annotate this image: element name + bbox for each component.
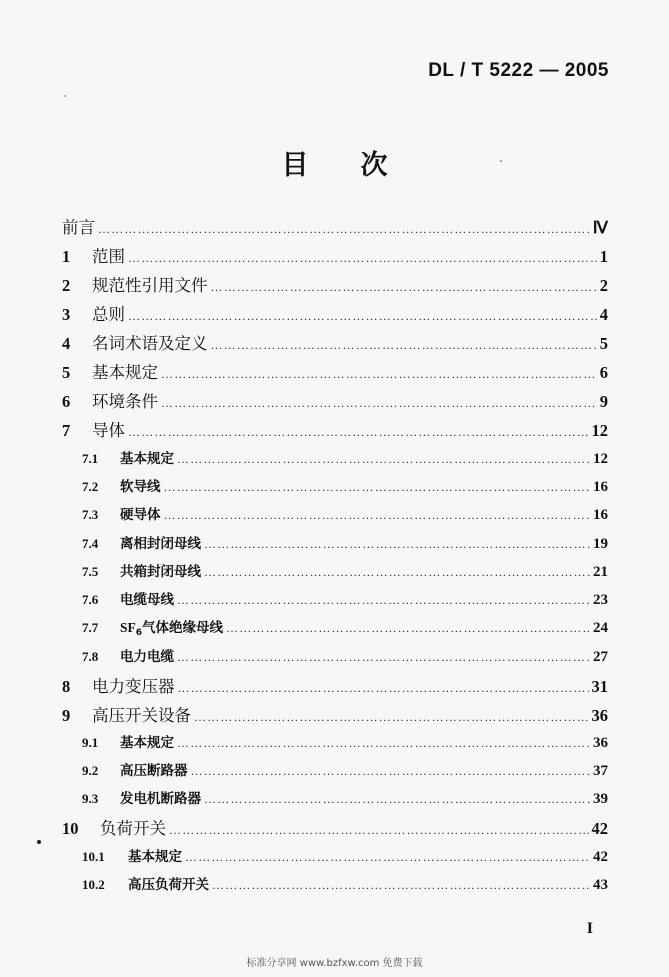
dot-leader <box>185 850 590 865</box>
page-folio: I <box>586 920 593 937</box>
toc-entry-7-2[interactable] <box>62 475 608 497</box>
toc-entry-page: 24 <box>593 620 608 636</box>
toc-entry-label: 离相封闭母线 <box>120 536 201 552</box>
toc-entry-page: 12 <box>593 451 608 467</box>
toc-entry-number: 1 <box>62 247 71 266</box>
sf-formula: SF <box>120 620 136 635</box>
toc-entry-page: 16 <box>593 479 608 495</box>
toc-entry-7-6[interactable] <box>62 588 608 610</box>
toc-entry-preface[interactable] <box>62 214 608 236</box>
toc-entry-number: 9.1 <box>82 735 99 750</box>
toc-entry-label: 规范性引用文件 <box>92 276 208 295</box>
toc-entry-page: 1 <box>599 247 608 266</box>
toc-entry-label: 电力电缆 <box>120 649 174 665</box>
toc-entry-8[interactable] <box>62 673 608 695</box>
toc-entry-10-1[interactable] <box>62 845 608 867</box>
toc-entry-number: 9.2 <box>82 763 99 778</box>
toc-entry-label: 高压负荷开关 <box>128 877 209 893</box>
toc-entry-number: 7.4 <box>82 536 99 551</box>
toc-entry-number: 9 <box>62 706 71 725</box>
toc-entry-label: 电缆母线 <box>120 592 174 608</box>
toc-entry-number: 5 <box>62 363 71 382</box>
toc-entry-number: 7.7 <box>82 620 99 635</box>
toc-entry-page: 21 <box>593 564 608 580</box>
toc-entry-label: 前言 <box>62 218 95 237</box>
dot-leader <box>128 251 597 266</box>
toc-entry-label-group <box>120 616 223 638</box>
toc-entry-page: Ⅳ <box>592 218 608 237</box>
dot-leader <box>226 621 590 636</box>
toc-entry-page: 5 <box>599 334 608 353</box>
toc-entry-2[interactable] <box>62 272 608 294</box>
dot-leader <box>211 338 597 353</box>
toc-entry-label: 环境条件 <box>92 392 158 411</box>
dot-leader <box>161 367 597 382</box>
toc-entry-number: 9.3 <box>82 791 99 806</box>
toc-entry-page: 4 <box>599 305 608 324</box>
dot-leader <box>211 280 597 295</box>
toc-entry-page: 6 <box>599 363 608 382</box>
toc-entry-page: 37 <box>593 763 608 779</box>
toc-entry-page: 31 <box>591 677 608 696</box>
toc-heading-char-2: 次 <box>360 150 388 181</box>
dot-leader <box>194 710 589 725</box>
dot-leader <box>164 480 591 495</box>
toc-entry-page: 42 <box>591 819 608 838</box>
dot-leader <box>204 792 590 807</box>
toc-entry-label: 高压断路器 <box>120 763 188 779</box>
toc-entry-label: 范围 <box>92 247 125 266</box>
toc-entry-number: 8 <box>62 677 71 696</box>
toc-entry-number: 10 <box>62 819 79 838</box>
dot-leader <box>178 681 589 696</box>
toc-entry-label: 电力变压器 <box>92 677 175 696</box>
toc-entry-number: 7.6 <box>82 592 99 607</box>
toc-entry-7-7[interactable] <box>62 616 608 638</box>
toc-entry-number: 10.1 <box>82 849 105 864</box>
toc-entry-number: 6 <box>62 392 71 411</box>
toc-entry-number: 7.5 <box>82 564 99 579</box>
toc-entry-5[interactable] <box>62 359 608 381</box>
toc-entry-page: 19 <box>593 536 608 552</box>
toc-entry-6[interactable] <box>62 388 608 410</box>
toc-entry-number: 7.3 <box>82 507 99 522</box>
toc-entry-page: 42 <box>593 849 608 865</box>
toc-entry-page: 23 <box>593 592 608 608</box>
toc-entry-number: 7.8 <box>82 649 99 664</box>
dot-leader <box>177 593 590 608</box>
watermark-footer: 标准分享网 www.bzfxw.com 免费下载 <box>246 958 423 969</box>
toc-entry-label: 气体绝缘母线 <box>142 620 224 636</box>
toc-entry-page: 36 <box>593 735 608 751</box>
scan-speck <box>64 95 66 97</box>
toc-heading <box>0 143 669 182</box>
toc-entry-9-3[interactable] <box>62 787 608 809</box>
dot-leader <box>204 565 590 580</box>
toc-entry-page: 2 <box>599 276 608 295</box>
toc-entry-label: 导体 <box>92 421 125 440</box>
toc-heading-char-1: 目 <box>281 150 309 181</box>
toc-entry-label: 负荷开关 <box>100 819 166 838</box>
toc-entry-label: 高压开关设备 <box>92 706 191 725</box>
toc-entry-number: 4 <box>62 334 71 353</box>
toc-entry-9-2[interactable] <box>62 759 608 781</box>
toc-entry-number: 3 <box>62 305 71 324</box>
toc-entry-9-1[interactable] <box>62 731 608 753</box>
toc-entry-page: 12 <box>591 421 608 440</box>
toc-entry-number: 7 <box>62 421 71 440</box>
toc-entry-3[interactable] <box>62 301 608 323</box>
toc-entry-label: 软导线 <box>120 479 161 495</box>
dot-leader <box>177 650 590 665</box>
dot-leader <box>177 452 590 467</box>
toc-entry-7-1[interactable] <box>62 447 608 469</box>
toc-entry-label: 名词术语及定义 <box>92 334 208 353</box>
toc-entry-number: 2 <box>62 276 71 295</box>
toc-entry-1[interactable] <box>62 243 608 265</box>
dot-leader <box>98 222 590 237</box>
dot-leader <box>164 508 591 523</box>
dot-leader <box>191 764 591 779</box>
toc-entry-label: 发电机断路器 <box>120 791 201 807</box>
toc-entry-10[interactable] <box>62 815 608 837</box>
toc-entry-4[interactable] <box>62 330 608 352</box>
toc-entry-7-3[interactable] <box>62 503 608 525</box>
toc-entry-label: 基本规定 <box>120 451 174 467</box>
toc-entry-number: 7.2 <box>82 479 99 494</box>
dot-leader <box>161 396 597 411</box>
toc-entry-9[interactable] <box>62 702 608 724</box>
toc-entry-page: 16 <box>593 507 608 523</box>
scan-speck <box>37 840 41 844</box>
dot-leader <box>204 537 590 552</box>
toc-entry-label: 基本规定 <box>128 849 182 865</box>
dot-leader <box>128 425 589 440</box>
toc-entry-label: 基本规定 <box>120 735 174 751</box>
toc-entry-page: 27 <box>593 649 608 665</box>
toc-entry-7-4[interactable] <box>62 532 608 554</box>
toc-entry-label: 硬导体 <box>120 507 161 523</box>
toc-entry-number: 7.1 <box>82 451 99 466</box>
dot-leader <box>169 823 589 838</box>
dot-leader <box>128 309 597 324</box>
toc-entry-page: 39 <box>593 791 608 807</box>
toc-entry-7-8[interactable] <box>62 645 608 667</box>
sf-subscript: 6 <box>135 628 143 638</box>
toc-entry-7-5[interactable] <box>62 560 608 582</box>
document-code: DL / T 5222 — 2005 <box>428 60 609 81</box>
toc-entry-10-2[interactable] <box>62 873 608 895</box>
dot-leader <box>212 878 590 893</box>
toc-entry-page: 9 <box>599 392 608 411</box>
dot-leader <box>177 736 590 751</box>
toc-entry-page: 36 <box>591 706 608 725</box>
toc-entry-label: 共箱封闭母线 <box>120 564 201 580</box>
toc-entry-label: 总则 <box>92 305 125 324</box>
scan-speck <box>500 160 502 162</box>
toc-entry-7[interactable] <box>62 417 608 439</box>
toc-entry-label: 基本规定 <box>92 363 158 382</box>
toc-entry-number: 10.2 <box>82 877 105 892</box>
toc-entry-page: 43 <box>593 877 608 893</box>
